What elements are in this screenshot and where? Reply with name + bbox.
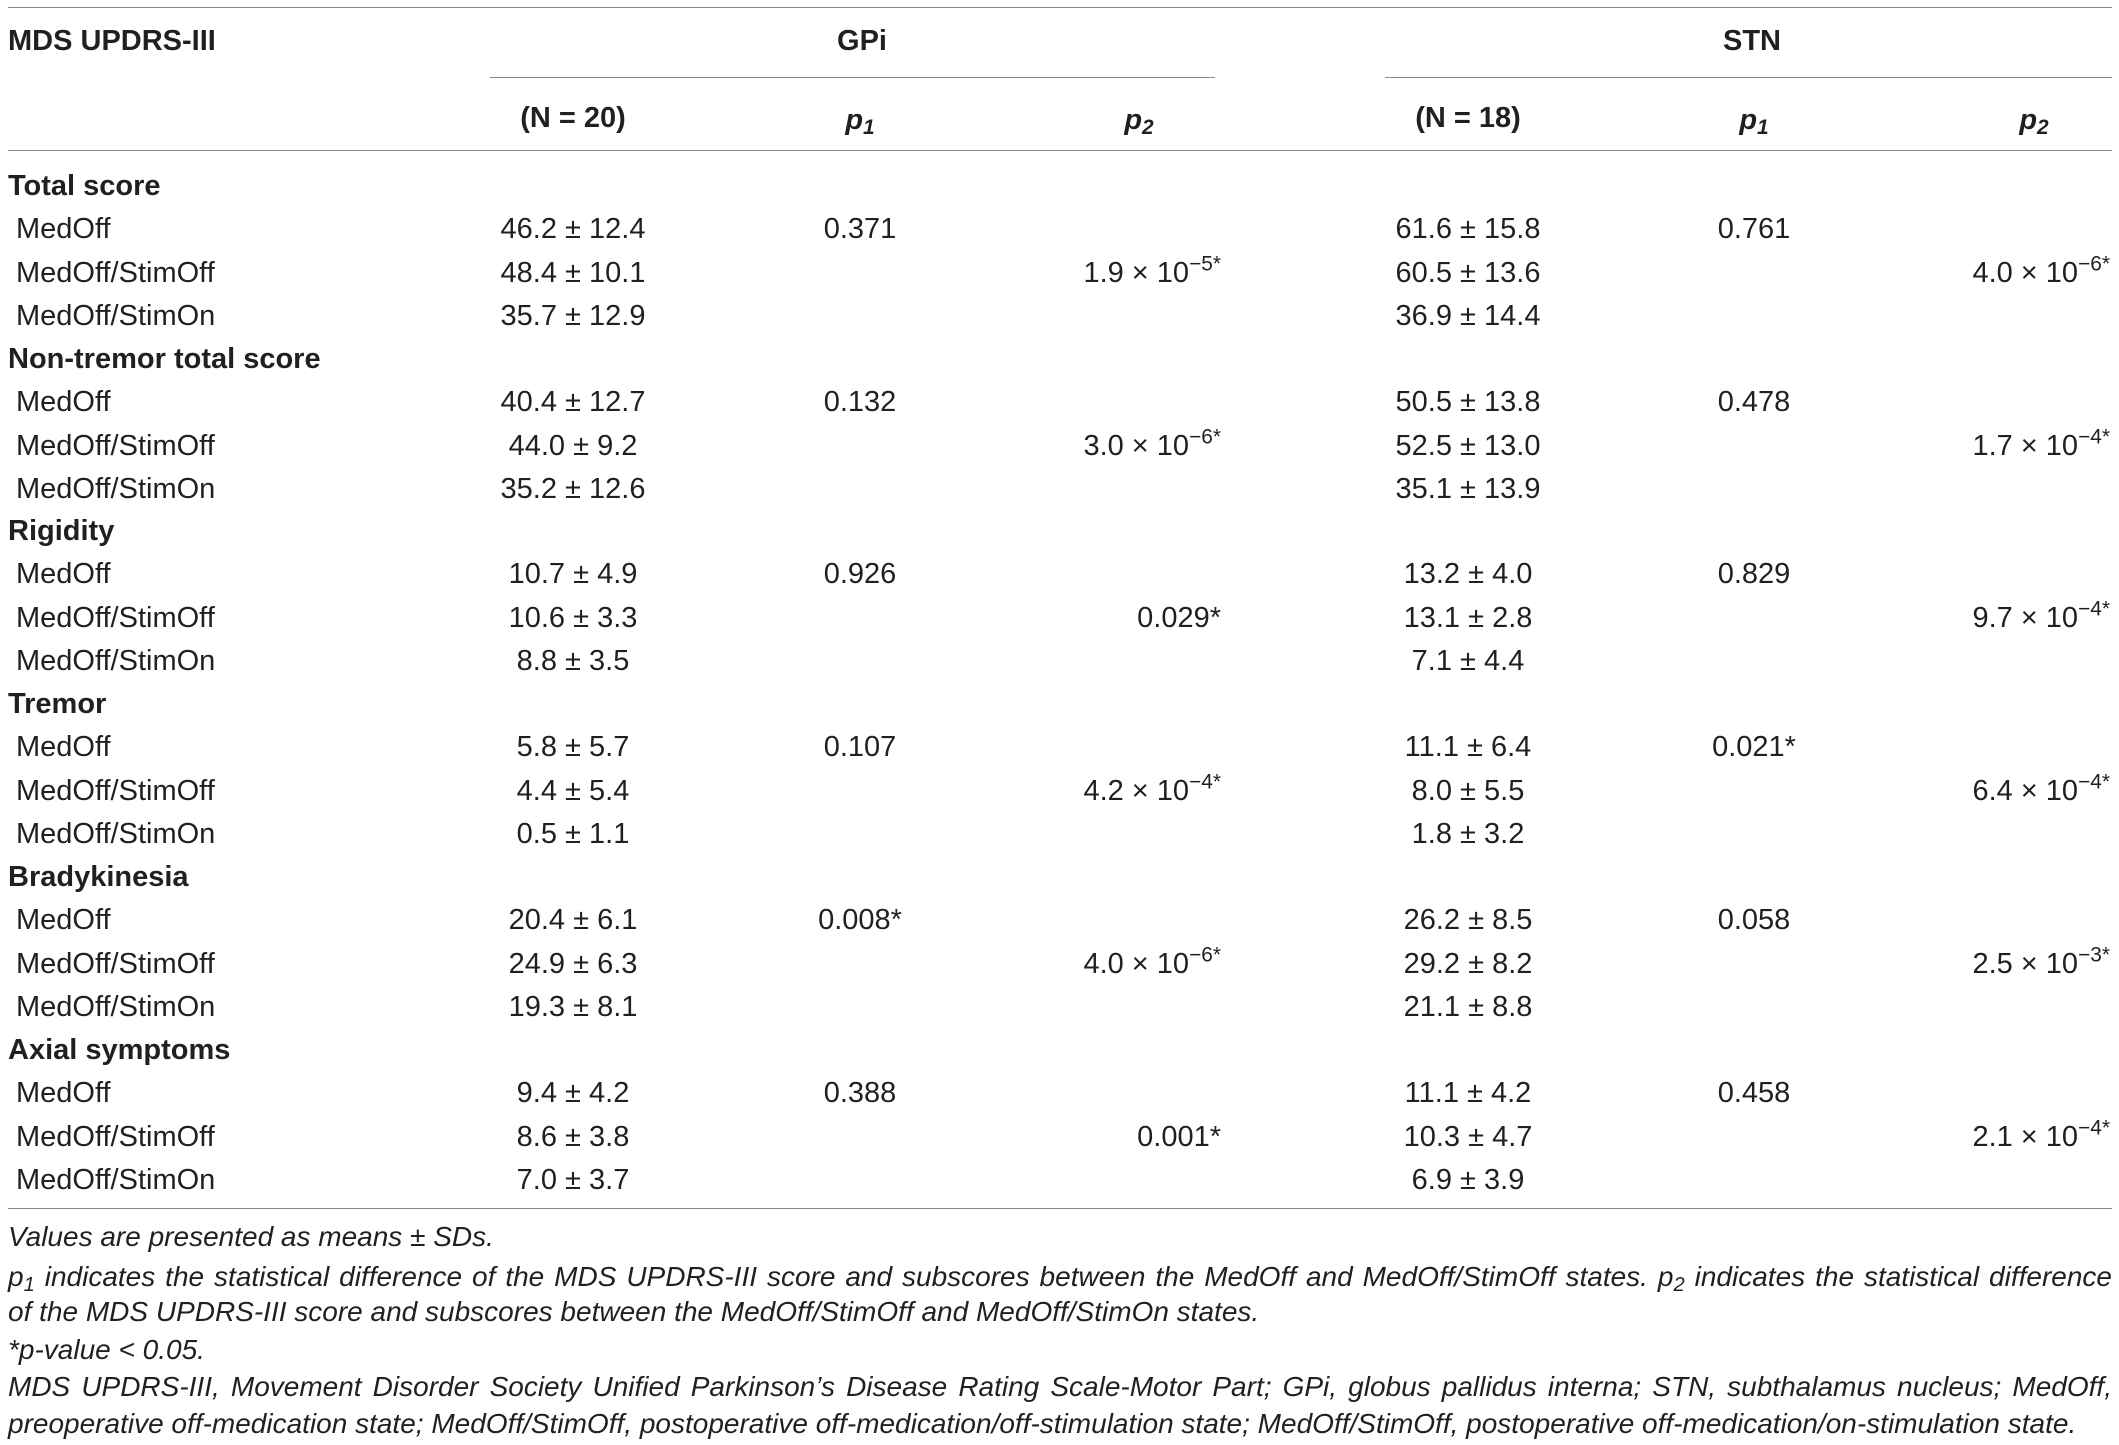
stn-value: 36.9 ± 14.4 <box>1395 299 1541 332</box>
row-label: MedOff/StimOn <box>16 990 216 1023</box>
stn-value: 8.0 ± 5.5 <box>1411 774 1525 807</box>
stn-value: 1.8 ± 3.2 <box>1411 817 1525 850</box>
stn-value: 29.2 ± 8.2 <box>1403 947 1533 980</box>
gpi-p2-value: 0.029* <box>1137 601 1221 634</box>
stn-value: 52.5 ± 13.0 <box>1395 429 1541 462</box>
section-title: Tremor <box>8 688 107 720</box>
row-label: MedOff/StimOn <box>16 472 216 505</box>
gpi-value: 9.4 ± 4.2 <box>516 1077 630 1110</box>
gpi-value: 0.5 ± 1.1 <box>516 817 630 850</box>
gpi-value: 19.3 ± 8.1 <box>508 990 638 1023</box>
stn-value: 60.5 ± 13.6 <box>1395 256 1541 289</box>
row-label: MedOff <box>16 213 111 246</box>
gpi-value: 10.6 ± 3.3 <box>508 601 638 634</box>
gpi-value: 10.7 ± 4.9 <box>508 558 638 591</box>
stn-value: 35.1 ± 13.9 <box>1395 472 1541 505</box>
gpi-p1-value: 0.008* <box>818 904 902 937</box>
header-bottom-rule <box>8 150 2112 151</box>
stn-p2-value: $4.0 \times 10^{-6*}$ <box>1972 252 2110 289</box>
stn-p2-value: $9.7 \times 10^{-4*}$ <box>1972 597 2110 634</box>
stn-value: 11.1 ± 6.4 <box>1404 731 1532 764</box>
stn-p2-header: $p_2$ <box>2019 104 2049 140</box>
gpi-p2-value: $4.2 \times 10^{-4*}$ <box>1083 770 1221 807</box>
gpi-n-header: (N = 20) <box>520 102 626 134</box>
gpi-p1-header: $p_1$ <box>845 104 875 140</box>
stn-n-header: (N = 18) <box>1415 102 1521 134</box>
section-title: Non-tremor total score <box>8 343 321 375</box>
stn-p2-value: $2.5 \times 10^{-3*}$ <box>1972 943 2110 980</box>
row-label: MedOff <box>16 904 111 937</box>
stn-group-rule <box>1385 77 2112 78</box>
row-label: MedOff <box>16 1077 111 1110</box>
gpi-value: 8.8 ± 3.5 <box>516 644 630 677</box>
gpi-value: 35.7 ± 12.9 <box>500 299 646 332</box>
footnote-p-definitions: $p_1$ indicates the statistical difference of the MDS UPDRS-III score and subscores between the MedOff and MedOff/StimOff states. $p_2$ indicates the statistical difference <box>8 1261 2112 1297</box>
stn-value: 10.3 ± 4.7 <box>1403 1120 1533 1153</box>
stn-value: 26.2 ± 8.5 <box>1403 904 1533 937</box>
stn-p1-value: 0.058 <box>1717 904 1791 937</box>
row-label: MedOff <box>16 386 111 419</box>
footnote-significance: *p-value < 0.05. <box>8 1334 205 1365</box>
gpi-p2-value: $3.0 \times 10^{-6*}$ <box>1083 425 1221 462</box>
gpi-value: 46.2 ± 12.4 <box>500 213 646 246</box>
stn-p1-value: 0.829 <box>1717 558 1791 591</box>
stn-p1-value: 0.021* <box>1712 731 1796 764</box>
row-label: MedOff/StimOn <box>16 1163 216 1196</box>
stn-p2-value: $6.4 \times 10^{-4*}$ <box>1972 770 2110 807</box>
footnote-abbreviations: MDS UPDRS-III, Movement Disorder Society Unified Parkinson’s Disease Rating Scale-Motor Part; GPi, globus pallidus interna; STN, subthalamus nucleus; MedOff, <box>8 1371 2112 1402</box>
stn-group-header: STN <box>1723 25 1781 57</box>
gpi-p2-header: $p_2$ <box>1124 104 1154 140</box>
stn-value: 6.9 ± 3.9 <box>1411 1163 1525 1196</box>
gpi-value: 24.9 ± 6.3 <box>508 947 638 980</box>
row-label: MedOff <box>16 558 111 591</box>
row-label: MedOff/StimOff <box>16 256 215 289</box>
gpi-p1-value: 0.371 <box>823 213 897 246</box>
gpi-value: 4.4 ± 5.4 <box>516 774 630 807</box>
gpi-group-header: GPi <box>837 25 887 57</box>
stn-value: 21.1 ± 8.8 <box>1403 990 1533 1023</box>
top-rule <box>8 7 2112 8</box>
footnote-abbreviations-cont: preoperative off-medication state; MedOff/StimOff, postoperative off-medication/off-stimulation state; MedOff/StimOff, postoperative off-medication/on-stimulation state. <box>8 1408 2077 1439</box>
gpi-group-rule <box>490 77 1215 78</box>
stn-value: 61.6 ± 15.8 <box>1395 213 1541 246</box>
gpi-p2-value: $4.0 \times 10^{-6*}$ <box>1083 943 1221 980</box>
section-title: Rigidity <box>8 515 115 547</box>
gpi-value: 35.2 ± 12.6 <box>500 472 646 505</box>
stn-p1-header: $p_1$ <box>1739 104 1769 140</box>
row-label: MedOff <box>16 731 111 764</box>
gpi-value: 48.4 ± 10.1 <box>500 256 646 289</box>
section-title: Bradykinesia <box>8 861 189 893</box>
gpi-p1-value: 0.132 <box>823 386 897 419</box>
footnote-values: Values are presented as means ± SDs. <box>8 1221 494 1252</box>
gpi-value: 8.6 ± 3.8 <box>516 1120 630 1153</box>
row-label: MedOff/StimOn <box>16 299 216 332</box>
gpi-p1-value: 0.926 <box>823 558 897 591</box>
stn-value: 11.1 ± 4.2 <box>1404 1077 1532 1110</box>
stn-p1-value: 0.478 <box>1717 386 1791 419</box>
stn-p1-value: 0.761 <box>1717 213 1791 246</box>
gpi-p1-value: 0.388 <box>823 1077 897 1110</box>
row-label-header: MDS UPDRS-III <box>8 25 216 57</box>
stn-value: 13.2 ± 4.0 <box>1403 558 1533 591</box>
gpi-value: 20.4 ± 6.1 <box>508 904 638 937</box>
section-title: Axial symptoms <box>8 1034 231 1066</box>
row-label: MedOff/StimOff <box>16 601 215 634</box>
footnote-p-definitions-cont: of the MDS UPDRS-III score and subscores between the MedOff/StimOff and MedOff/StimOn states. <box>8 1296 1260 1327</box>
stn-p2-value: $1.7 \times 10^{-4*}$ <box>1972 425 2110 462</box>
row-label: MedOff/StimOff <box>16 429 215 462</box>
gpi-value: 44.0 ± 9.2 <box>508 429 638 462</box>
table-bottom-rule <box>8 1208 2112 1209</box>
stn-value: 13.1 ± 2.8 <box>1403 601 1533 634</box>
gpi-value: 5.8 ± 5.7 <box>516 731 630 764</box>
gpi-p2-value: $1.9 \times 10^{-5*}$ <box>1083 252 1221 289</box>
section-title: Total score <box>8 170 161 202</box>
gpi-p2-value: 0.001* <box>1137 1120 1221 1153</box>
row-label: MedOff/StimOff <box>16 774 215 807</box>
gpi-value: 40.4 ± 12.7 <box>500 386 646 419</box>
row-label: MedOff/StimOff <box>16 947 215 980</box>
stn-value: 50.5 ± 13.8 <box>1395 386 1541 419</box>
stn-p2-value: $2.1 \times 10^{-4*}$ <box>1972 1116 2110 1153</box>
row-label: MedOff/StimOn <box>16 817 216 850</box>
stn-p1-value: 0.458 <box>1717 1077 1791 1110</box>
gpi-p1-value: 0.107 <box>823 731 897 764</box>
row-label: MedOff/StimOn <box>16 644 216 677</box>
stn-value: 7.1 ± 4.4 <box>1411 644 1525 677</box>
row-label: MedOff/StimOff <box>16 1120 215 1153</box>
gpi-value: 7.0 ± 3.7 <box>516 1163 630 1196</box>
